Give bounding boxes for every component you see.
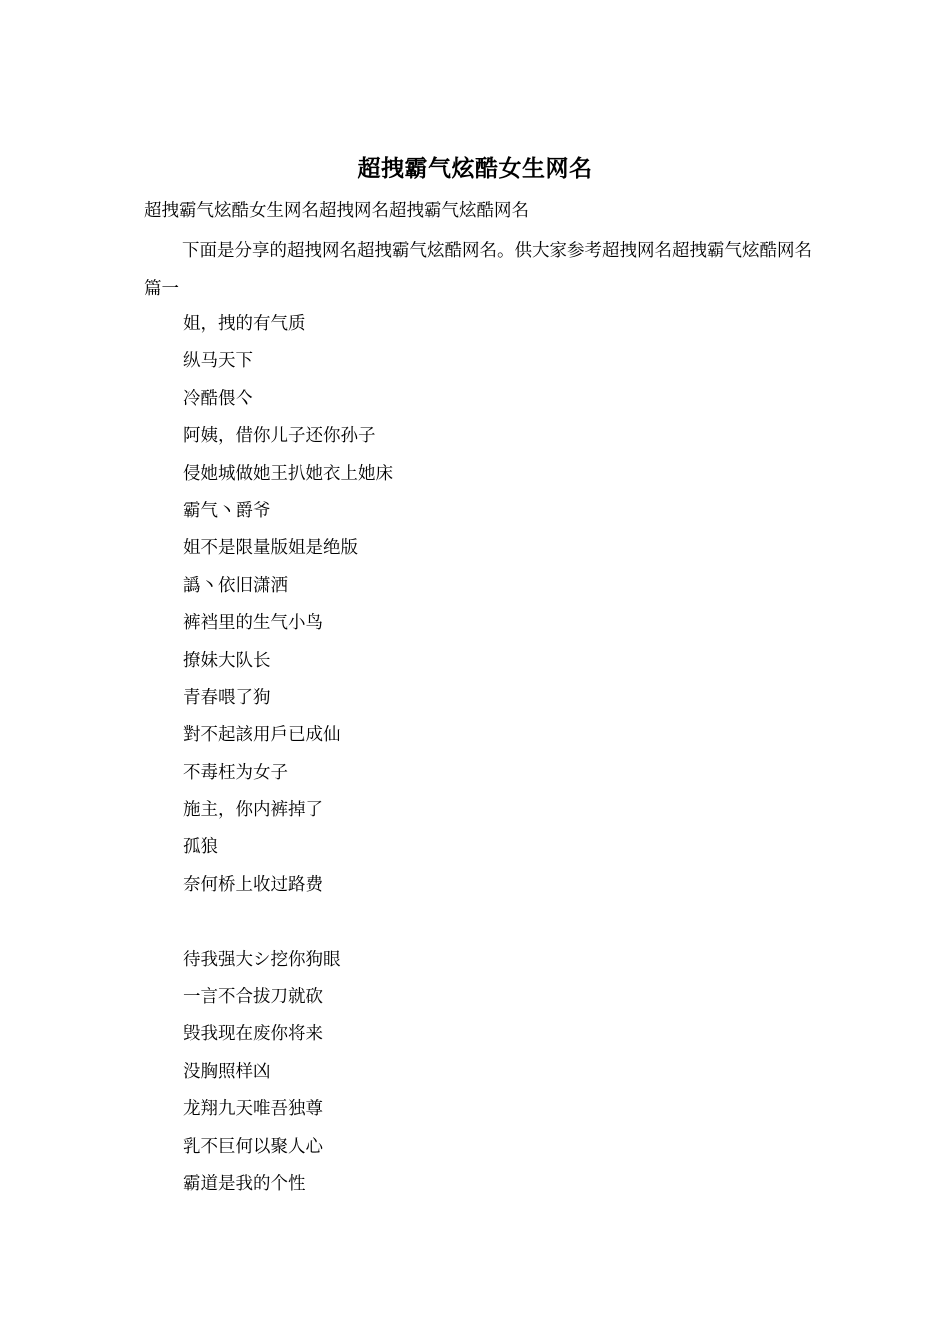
list-item: 毁我现在废你将来 [183,1024,323,1045]
list-item: 施主，你内裤掉了 [183,800,323,821]
list-item: 裤裆里的生气小鸟 [183,613,323,634]
list-item: 一言不合拔刀就砍 [183,987,323,1008]
list-item: 阿姨，借你儿子还你孙子 [183,426,376,447]
list-item: 侵她城做她王扒她衣上她床 [183,463,393,484]
list-item: 對不起該用戶已成仙 [183,725,341,746]
list-item: 青春喂了狗 [183,687,271,708]
list-item: 姐不是限量版姐是绝版 [183,538,358,559]
document-subtitle: 超拽霸气炫酷女生网名超拽网名超拽霸气炫酷网名 [144,201,529,221]
list-item: 譌丶依旧潇洒 [183,575,288,596]
list-item: 奈何桥上收过路费 [183,874,323,895]
list-item: 姐，拽的有气质 [183,314,306,334]
list-item: 冷酷偎亽 [183,388,253,409]
list-item: 乳不巨何以聚人心 [183,1136,323,1157]
list-item: 没胸照样凶 [183,1061,271,1082]
list-item: 撩妹大队长 [183,650,271,671]
intro-paragraph: 下面是分享的超拽网名超拽霸气炫酷网名。供大家参考超拽网名超拽霸气炫酷网名篇一 [144,241,812,299]
document-title: 超拽霸气炫酷女生网名 [357,155,593,182]
list-item: 待我强大シ挖你狗眼 [183,949,341,970]
list-item: 霸气丶爵爷 [183,500,271,521]
names-list [183,306,393,1203]
list-item: 不毒枉为女子 [183,762,288,783]
list-item: 纵马天下 [183,351,253,372]
list-item: 孤狼 [183,837,218,858]
blank-line [183,904,393,941]
list-item: 龙翔九天唯吾独尊 [183,1099,323,1120]
list-item: 霸道是我的个性 [183,1173,306,1194]
